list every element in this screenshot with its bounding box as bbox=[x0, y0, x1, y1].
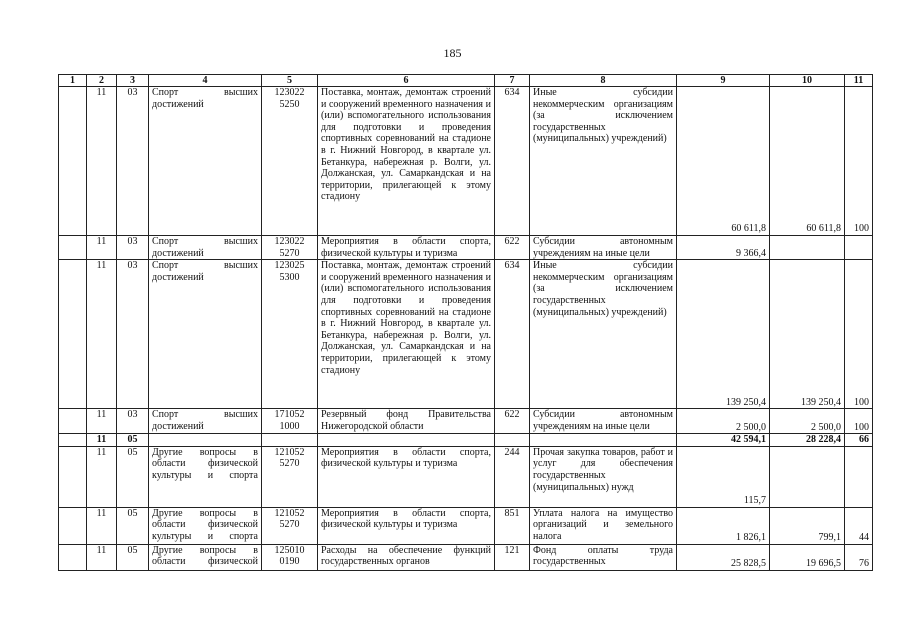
cell-expense-type: 634 bbox=[495, 260, 530, 409]
cell-target-code: 123022 5270 bbox=[262, 236, 318, 260]
cell-expense-name: Прочая закупка товаров, работ и услуг для обеспечения государственных (муниципальных) нужд bbox=[530, 446, 677, 507]
cell-expense-name: Иные субсидии некоммерческим организациям (за исключением государственных (муниципальных) учреждений) bbox=[530, 260, 677, 409]
cell-amount-plan: 60 611,8 bbox=[677, 87, 770, 236]
cell-amount-plan: 139 250,4 bbox=[677, 260, 770, 409]
cell-col1 bbox=[59, 446, 87, 507]
table-row bbox=[59, 260, 873, 409]
cell-expense-type: 851 bbox=[495, 507, 530, 544]
cell-amount-fact: 139 250,4 bbox=[770, 260, 845, 409]
cell-section: 11 bbox=[87, 434, 117, 447]
cell-percent: 100 bbox=[845, 87, 873, 236]
cell-name: Другие вопросы в области физической bbox=[149, 544, 262, 570]
cell-description: Расходы на обеспечение функций государственных органов bbox=[318, 544, 495, 570]
table-row bbox=[59, 507, 873, 544]
cell-name: Спорт высших достижений bbox=[149, 260, 262, 409]
column-header: 7 bbox=[495, 75, 530, 87]
cell-subsection: 05 bbox=[117, 507, 149, 544]
cell-amount-fact bbox=[770, 446, 845, 507]
column-header: 2 bbox=[87, 75, 117, 87]
cell-expense-type: 244 bbox=[495, 446, 530, 507]
cell-amount-fact: 799,1 bbox=[770, 507, 845, 544]
cell-percent: 66 bbox=[845, 434, 873, 447]
cell-description: Мероприятия в области спорта, физической культуры и туризма bbox=[318, 507, 495, 544]
subtotal-row bbox=[59, 434, 873, 447]
column-header: 8 bbox=[530, 75, 677, 87]
column-header: 5 bbox=[262, 75, 318, 87]
cell-amount-fact bbox=[770, 236, 845, 260]
cell-section: 11 bbox=[87, 260, 117, 409]
cell-amount-plan: 1 826,1 bbox=[677, 507, 770, 544]
cell-section: 11 bbox=[87, 87, 117, 236]
cell-expense-name: Иные субсидии некоммерческим организациям (за исключением государственных (муниципальных) учреждений) bbox=[530, 87, 677, 236]
cell-expense-name: Субсидии автономным учреждениям на иные цели bbox=[530, 236, 677, 260]
cell-expense-name: Уплата налога на имущество организаций и земельного налога bbox=[530, 507, 677, 544]
cell-subsection: 05 bbox=[117, 434, 149, 447]
cell-section: 11 bbox=[87, 544, 117, 570]
cell-name bbox=[149, 434, 262, 447]
cell-expense-type: 121 bbox=[495, 544, 530, 570]
header-row bbox=[59, 75, 873, 87]
cell-description: Резервный фонд Правительства Нижегородской области bbox=[318, 409, 495, 434]
cell-amount-plan: 42 594,1 bbox=[677, 434, 770, 447]
cell-section: 11 bbox=[87, 507, 117, 544]
cell-section: 11 bbox=[87, 409, 117, 434]
cell-name: Спорт высших достижений bbox=[149, 409, 262, 434]
cell-description: Мероприятия в области спорта, физической культуры и туризма bbox=[318, 446, 495, 507]
cell-target-code: 121052 5270 bbox=[262, 507, 318, 544]
page-number: 185 bbox=[443, 46, 462, 60]
cell-expense-type: 622 bbox=[495, 409, 530, 434]
cell-section: 11 bbox=[87, 236, 117, 260]
cell-amount-fact: 60 611,8 bbox=[770, 87, 845, 236]
cell-target-code: 125010 0190 bbox=[262, 544, 318, 570]
cell-target-code bbox=[262, 434, 318, 447]
cell-description: Мероприятия в области спорта, физической культуры и туризма bbox=[318, 236, 495, 260]
cell-expense-name: Фонд оплаты труда государственных bbox=[530, 544, 677, 570]
cell-col1 bbox=[59, 434, 87, 447]
cell-percent: 44 bbox=[845, 507, 873, 544]
cell-description bbox=[318, 434, 495, 447]
cell-percent bbox=[845, 236, 873, 260]
cell-amount-plan: 9 366,4 bbox=[677, 236, 770, 260]
cell-expense-type: 634 bbox=[495, 87, 530, 236]
table-row bbox=[59, 544, 873, 570]
cell-amount-plan: 2 500,0 bbox=[677, 409, 770, 434]
cell-col1 bbox=[59, 236, 87, 260]
cell-expense-type: 622 bbox=[495, 236, 530, 260]
table-row bbox=[59, 409, 873, 434]
cell-percent: 100 bbox=[845, 409, 873, 434]
table-row bbox=[59, 446, 873, 507]
cell-expense-name: Субсидии автономным учреждениям на иные цели bbox=[530, 409, 677, 434]
column-header: 9 bbox=[677, 75, 770, 87]
cell-percent: 76 bbox=[845, 544, 873, 570]
cell-description: Поставка, монтаж, демонтаж строений и сооружений временного назначения и (или) вспомогательного использования для подготовки и проведения спортивных соревнований на стадионе в г. Нижний Новгород, в квартале ул. Бетанкура, набережная р. Волги, ул. Должанская, ул. Самаркандская и на территории, прилегающей к этому стадиону bbox=[318, 260, 495, 409]
budget-table bbox=[58, 74, 873, 571]
table-row bbox=[59, 236, 873, 260]
cell-amount-fact: 28 228,4 bbox=[770, 434, 845, 447]
cell-name: Другие вопросы в области физической культуры и спорта bbox=[149, 507, 262, 544]
cell-amount-plan: 25 828,5 bbox=[677, 544, 770, 570]
cell-expense-type bbox=[495, 434, 530, 447]
column-header: 11 bbox=[845, 75, 873, 87]
cell-subsection: 03 bbox=[117, 409, 149, 434]
cell-amount-fact: 19 696,5 bbox=[770, 544, 845, 570]
cell-subsection: 05 bbox=[117, 446, 149, 507]
cell-col1 bbox=[59, 260, 87, 409]
cell-percent bbox=[845, 446, 873, 507]
column-header: 10 bbox=[770, 75, 845, 87]
cell-name: Спорт высших достижений bbox=[149, 87, 262, 236]
cell-col1 bbox=[59, 544, 87, 570]
cell-subsection: 05 bbox=[117, 544, 149, 570]
cell-target-code: 123025 5300 bbox=[262, 260, 318, 409]
cell-amount-fact: 2 500,0 bbox=[770, 409, 845, 434]
cell-subsection: 03 bbox=[117, 236, 149, 260]
column-header: 4 bbox=[149, 75, 262, 87]
table-row bbox=[59, 87, 873, 236]
cell-section: 11 bbox=[87, 446, 117, 507]
cell-name: Другие вопросы в области физической культуры и спорта bbox=[149, 446, 262, 507]
cell-percent: 100 bbox=[845, 260, 873, 409]
cell-subsection: 03 bbox=[117, 260, 149, 409]
cell-col1 bbox=[59, 87, 87, 236]
cell-subsection: 03 bbox=[117, 87, 149, 236]
cell-col1 bbox=[59, 507, 87, 544]
cell-col1 bbox=[59, 409, 87, 434]
cell-amount-plan: 115,7 bbox=[677, 446, 770, 507]
column-header: 1 bbox=[59, 75, 87, 87]
column-header: 3 bbox=[117, 75, 149, 87]
column-header: 6 bbox=[318, 75, 495, 87]
cell-target-code: 121052 5270 bbox=[262, 446, 318, 507]
cell-target-code: 123022 5250 bbox=[262, 87, 318, 236]
cell-name: Спорт высших достижений bbox=[149, 236, 262, 260]
cell-target-code: 171052 1000 bbox=[262, 409, 318, 434]
cell-expense-name bbox=[530, 434, 677, 447]
cell-description: Поставка, монтаж, демонтаж строений и сооружений временного назначения и (или) вспомогательного использования для подготовки и проведения спортивных соревнований на стадионе в г. Нижний Новгород, в квартале ул. Бетанкура, набережная р. Волги, ул. Должанская, ул. Самаркандская и на территории, прилегающей к этому стадиону bbox=[318, 87, 495, 236]
